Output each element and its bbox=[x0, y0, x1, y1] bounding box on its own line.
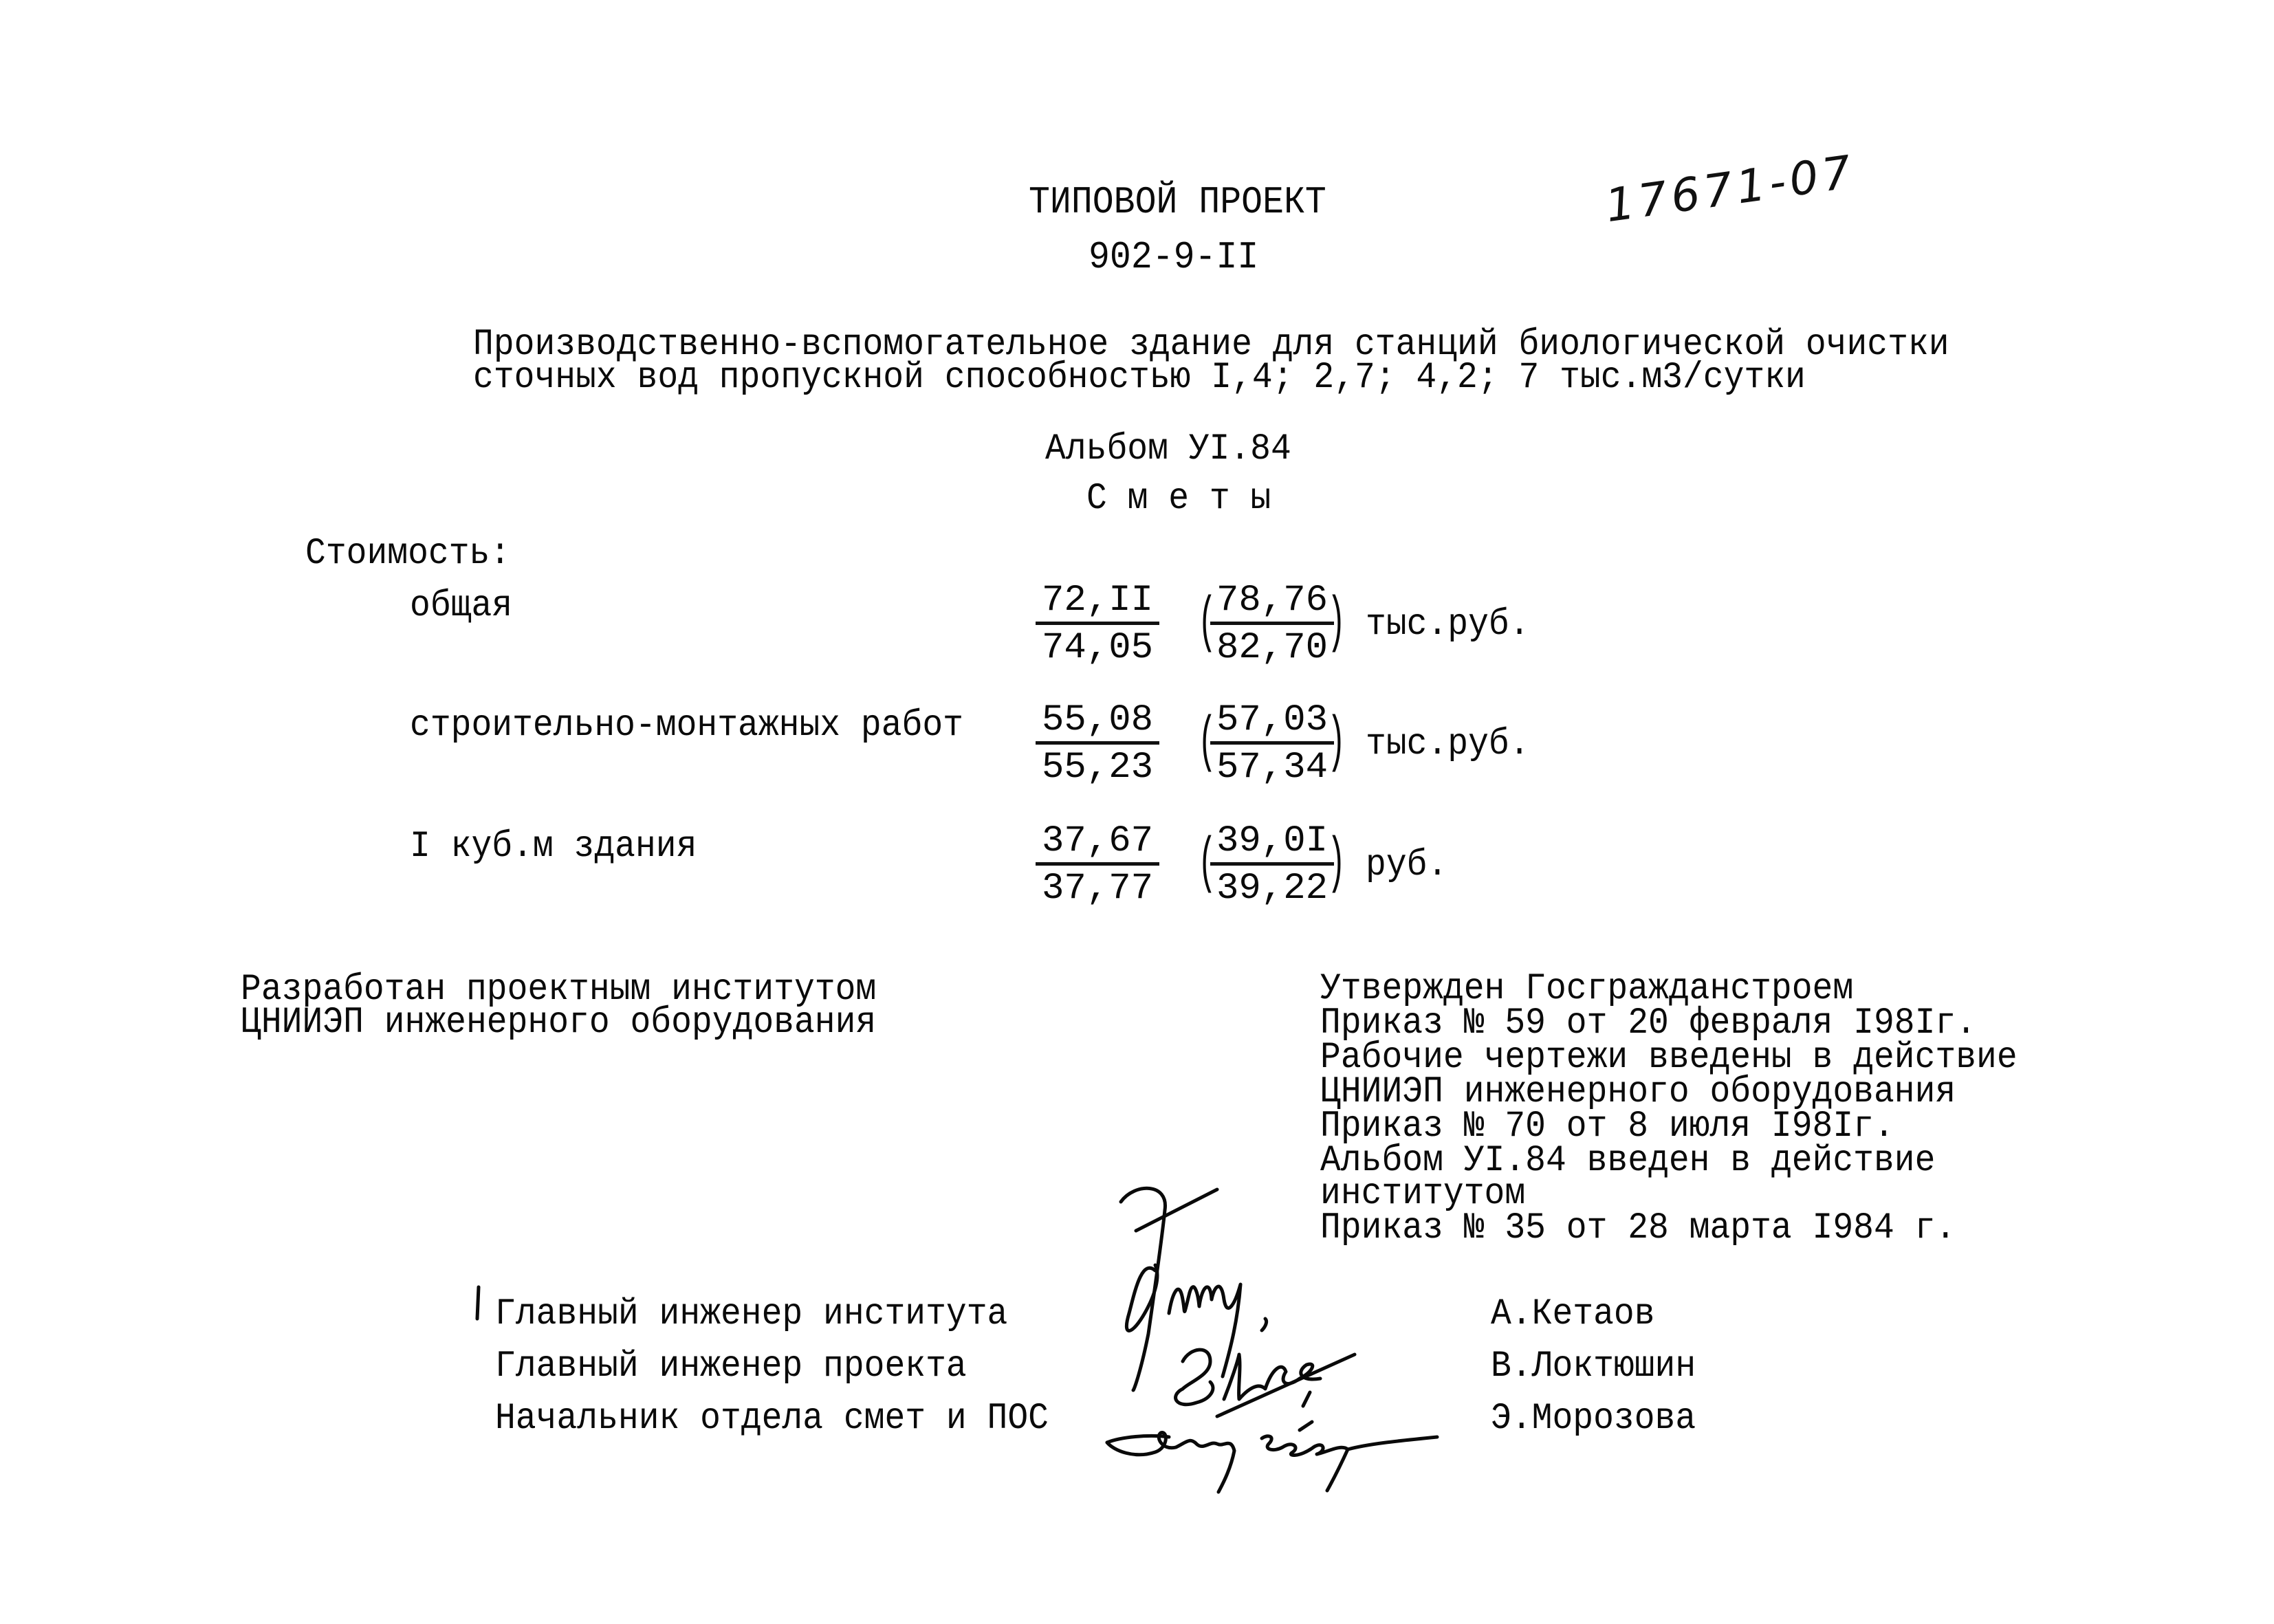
cost-alt-numerator: 39,0I bbox=[1210, 824, 1334, 866]
open-paren: ( bbox=[1198, 829, 1217, 899]
developer-line-2: ЦНИИЭП инженерного оборудования bbox=[241, 1002, 877, 1044]
signatory-name: А.Кетаов bbox=[1491, 1293, 1655, 1335]
cost-main-denominator: 55,23 bbox=[1041, 747, 1154, 789]
document-title: ТИПОВОЙ ПРОЕКТ bbox=[1029, 180, 1326, 224]
approval-line: Альбом УI.84 введен в действие bbox=[1320, 1140, 1936, 1182]
cost-alt-fraction bbox=[1210, 699, 1334, 789]
cost-main-numerator: 55,08 bbox=[1036, 703, 1159, 745]
cost-main-denominator: 37,77 bbox=[1041, 868, 1154, 910]
cost-alt-denominator: 57,34 bbox=[1216, 747, 1329, 789]
album-subtitle: С м е т ы bbox=[1086, 478, 1271, 520]
signatory-position: Главный инженер проекта bbox=[495, 1346, 967, 1387]
close-paren: ) bbox=[1327, 829, 1346, 899]
signature-morozova bbox=[1093, 1409, 1451, 1499]
cost-row-label: I куб.м здания bbox=[410, 826, 697, 868]
cost-main-numerator: 37,67 bbox=[1036, 824, 1159, 866]
cost-alt-denominator: 39,22 bbox=[1216, 868, 1329, 910]
signatory-name: В.Локтюшин bbox=[1491, 1346, 1696, 1387]
cost-main-denominator: 74,05 bbox=[1041, 627, 1154, 669]
approval-line: Приказ № 70 от 8 июля I98Iг. bbox=[1320, 1106, 1894, 1148]
handwritten-archive-number: 17671-07 bbox=[1602, 145, 1859, 233]
cost-main-fraction bbox=[1036, 820, 1159, 910]
cost-row-label: строительно-монтажных работ bbox=[410, 705, 963, 747]
open-paren: ( bbox=[1198, 708, 1217, 778]
cost-heading: Стоимость: bbox=[305, 533, 511, 575]
description-line-2: сточных вод пропускной способностью I,4; 2,7; 4,2; 7 тыс.м3/сутки bbox=[473, 357, 1806, 399]
cost-unit: тыс.руб. bbox=[1366, 604, 1530, 646]
bracket-mark bbox=[473, 1284, 487, 1326]
cost-unit: тыс.руб. bbox=[1366, 723, 1530, 765]
approval-line: Приказ № 35 от 28 марта I984 г. bbox=[1320, 1207, 1956, 1249]
cost-main-numerator: 72,II bbox=[1036, 583, 1159, 625]
cost-alt-numerator: 78,76 bbox=[1210, 583, 1334, 625]
cost-row-label: общая bbox=[410, 585, 513, 627]
signatory-position: Начальник отдела смет и ПОС bbox=[495, 1398, 1049, 1440]
signatory-name: Э.Морозова bbox=[1491, 1398, 1696, 1440]
cost-alt-fraction bbox=[1210, 820, 1334, 910]
approval-line: ЦНИИЭП инженерного оборудования bbox=[1320, 1071, 1956, 1113]
cost-main-fraction bbox=[1036, 580, 1159, 669]
approval-line: институтом bbox=[1320, 1173, 1526, 1215]
approval-line: Утвержден Госгражданстроем bbox=[1320, 968, 1854, 1010]
cost-main-fraction bbox=[1036, 699, 1159, 789]
approval-line: Приказ № 59 от 20 февраля I98Iг. bbox=[1320, 1002, 1977, 1044]
approval-line: Рабочие чертежи введены в действие bbox=[1320, 1037, 2018, 1079]
developer-line-1: Разработан проектным институтом bbox=[241, 969, 877, 1011]
cost-alt-fraction bbox=[1210, 580, 1334, 669]
open-paren: ( bbox=[1198, 589, 1217, 659]
close-paren: ) bbox=[1327, 589, 1346, 659]
close-paren: ) bbox=[1327, 708, 1346, 778]
album-label: Альбом УI.84 bbox=[1045, 428, 1291, 470]
cost-alt-denominator: 82,70 bbox=[1216, 627, 1329, 669]
project-number: 902-9-II bbox=[1089, 235, 1259, 279]
cost-unit: руб. bbox=[1366, 844, 1448, 886]
signatory-position: Главный инженер института bbox=[495, 1293, 1008, 1335]
cost-alt-numerator: 57,03 bbox=[1210, 703, 1334, 745]
description-line-1: Производственно-вспомогательное здание для станций биологической очистки bbox=[473, 324, 1949, 366]
